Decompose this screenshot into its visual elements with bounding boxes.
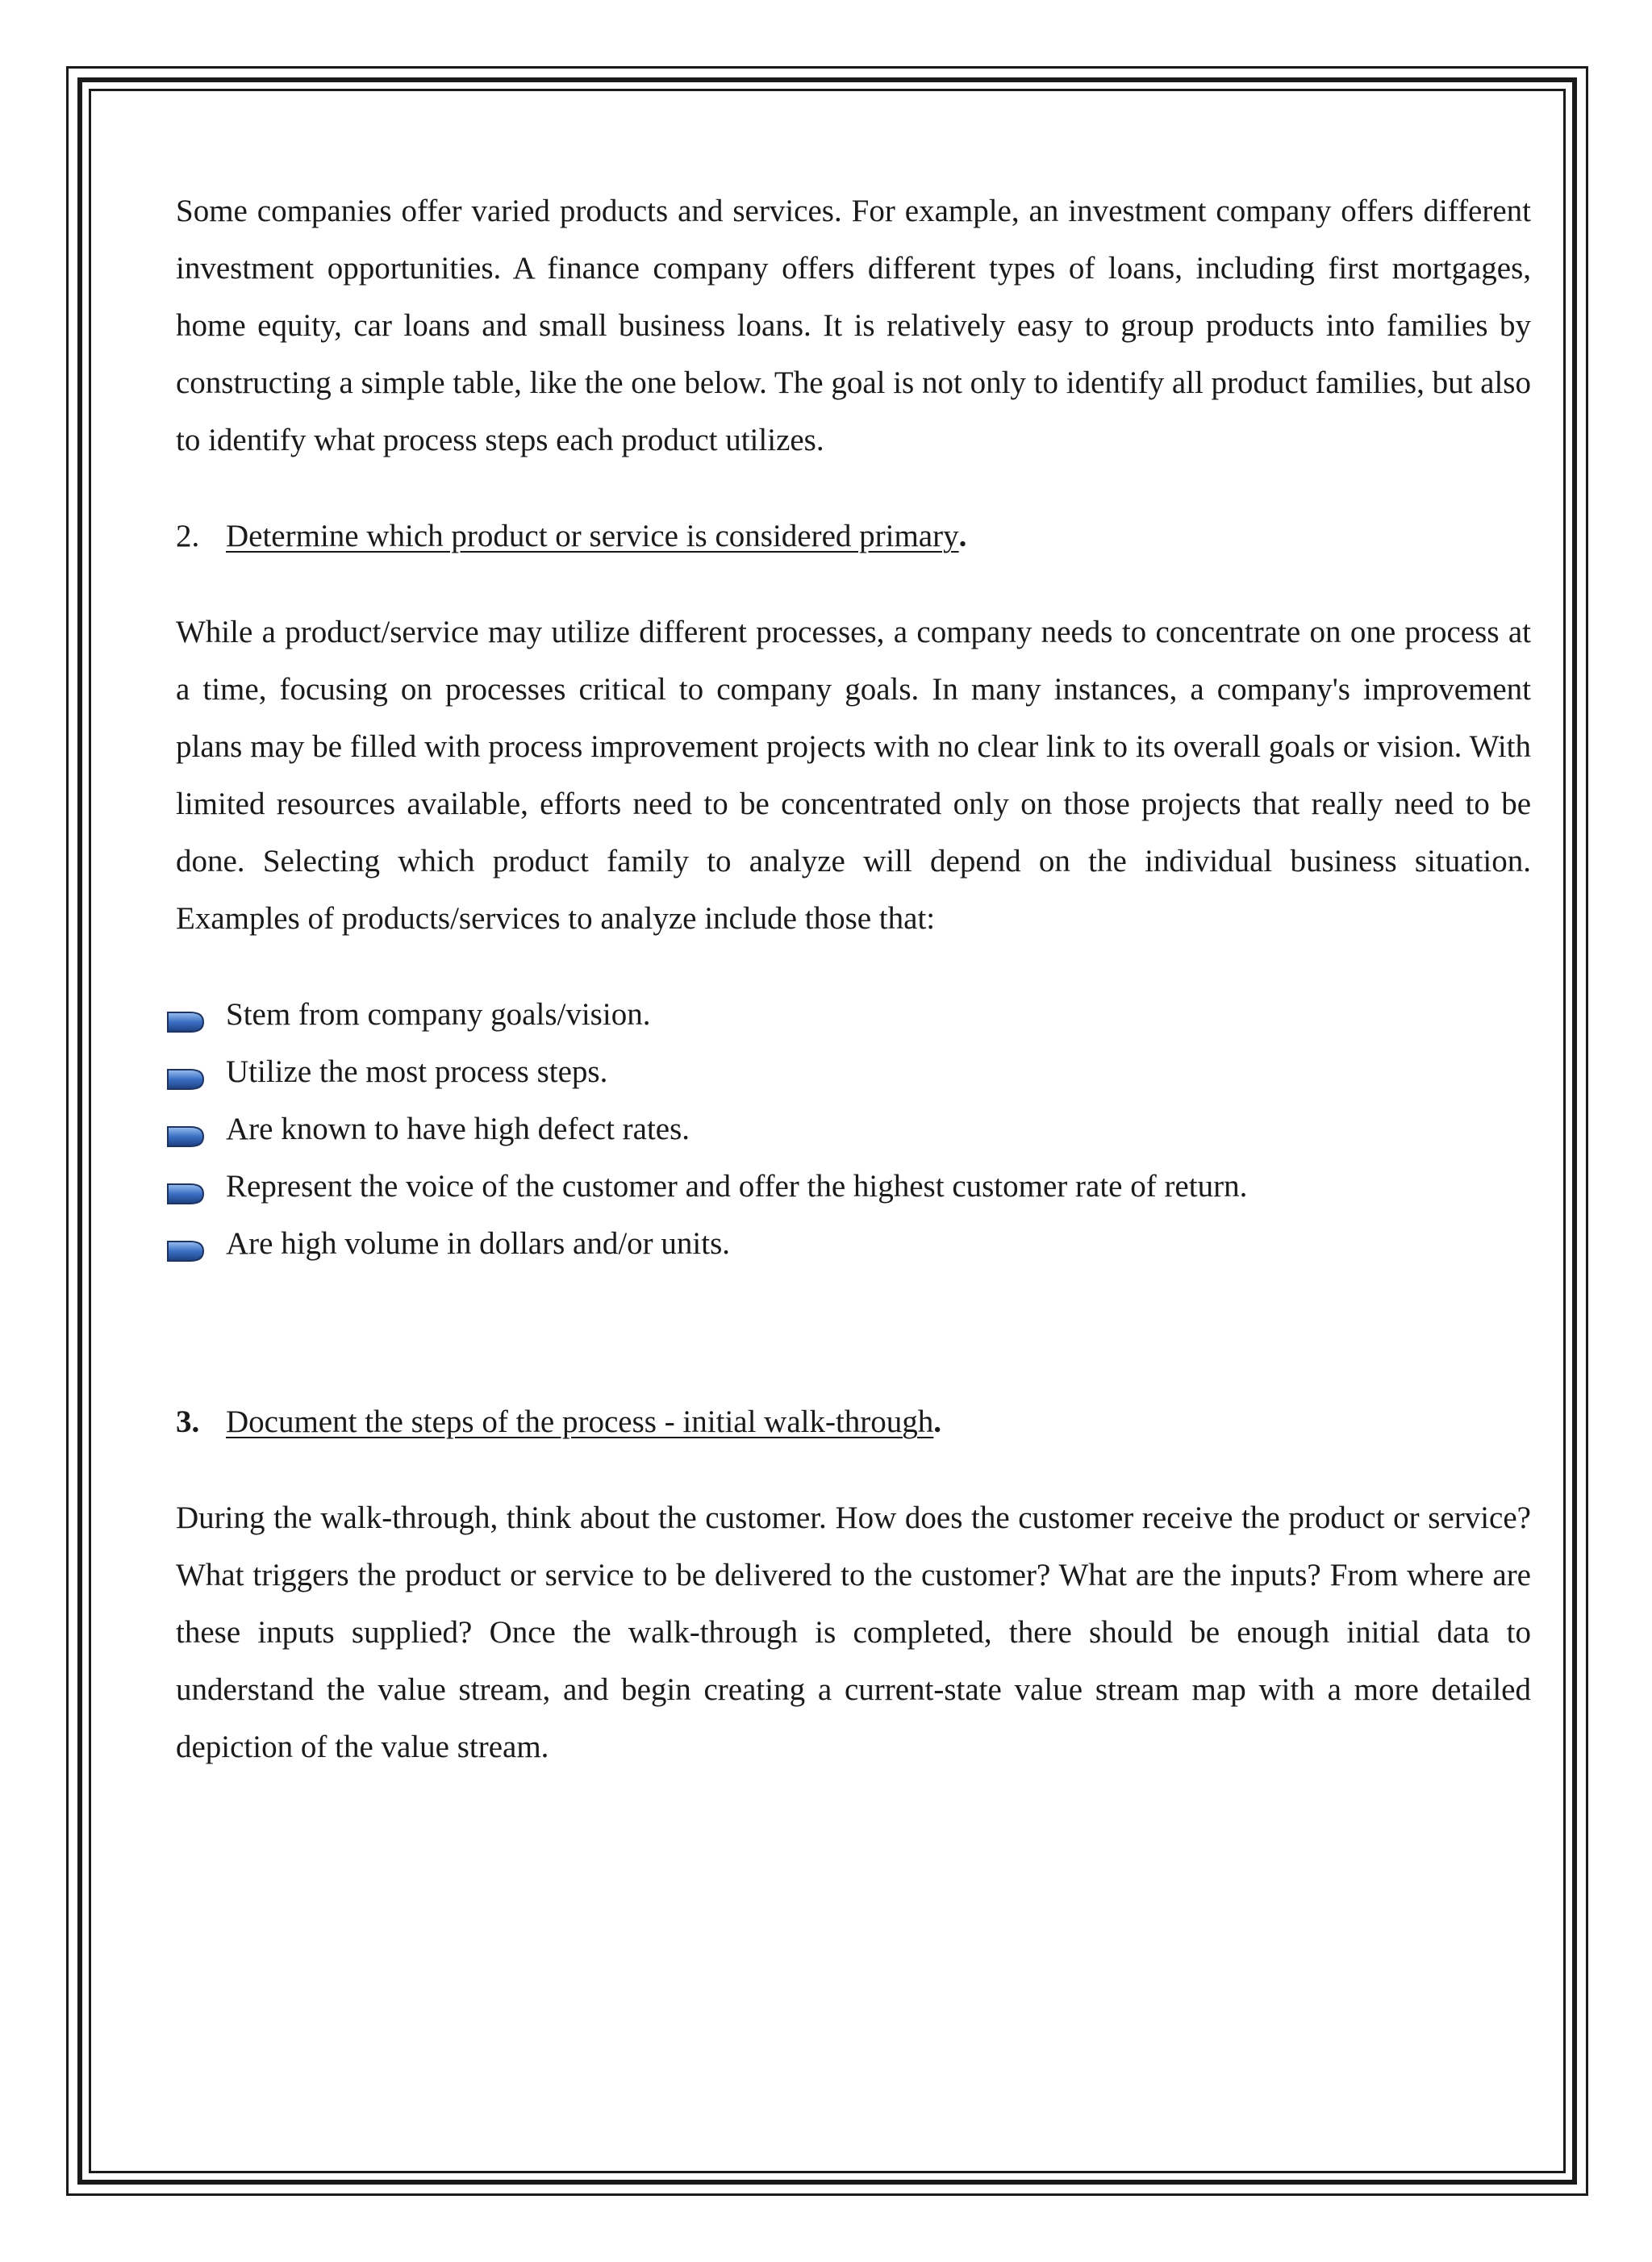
section-2-paragraph: While a product/service may utilize different processes, a company needs to concentrate on one process at a time, focusing on processes critical to company goals. In many instances, a company's improvement plans may be filled with process improvement projects with no clear link to its overall goals or vision. With limited resources available, efforts need to be concentrated only on those projects that really need to be done. Selecting which product family to analyze will depend on the individual business situation. Examples of products/services to analyze include those that: [176, 615, 1531, 936]
list-item [176, 1215, 1531, 1272]
section-3-heading [176, 1393, 1531, 1450]
list-item-text: Are known to have high defect rates. [226, 1112, 690, 1146]
blue-tab-bullet-icon [166, 1067, 205, 1091]
blue-tab-bullet-icon [166, 1010, 205, 1034]
list-item-text: Stem from company goals/vision. [226, 997, 651, 1032]
list-item [176, 1100, 1531, 1158]
blue-tab-bullet-icon [166, 1125, 205, 1149]
document-body [176, 182, 1531, 1776]
list-item [176, 1043, 1531, 1100]
intro-paragraph: Some companies offer varied products and services. For example, an investment company offers different investment opportunities. A finance company offers different types of loans, including first mortgages, home equity, car loans and small business loans. It is relatively easy to group products into families by constructing a simple table, like the one below. The goal is not only to identify all product families, but also to identify what process steps each product utilizes. [176, 194, 1531, 457]
blue-tab-bullet-icon [166, 1239, 205, 1263]
list-item-text: Represent the voice of the customer and offer the highest customer rate of return. [226, 1169, 1248, 1204]
section-3-period: . [933, 1404, 942, 1439]
section-2-title: Determine which product or service is considered primary [226, 519, 959, 553]
section-2-period: . [958, 519, 967, 553]
section-2-heading [176, 507, 1531, 565]
list-item-text: Are high volume in dollars and/or units. [226, 1226, 730, 1261]
list-item [176, 986, 1531, 1043]
list-item-text: Utilize the most process steps. [226, 1054, 608, 1089]
blue-tab-bullet-icon [166, 1182, 205, 1206]
list-item [176, 1158, 1531, 1215]
section-3-number: 3. [176, 1404, 200, 1439]
section-3-paragraph: During the walk-through, think about the customer. How does the customer receive the product or service? What triggers the product or service to be delivered to the customer? What are the inputs? From where are these inputs supplied? Once the walk-through is completed, there should be enough initial data to understand the value stream, and begin creating a current-state value stream map with a more detailed depiction of the value stream. [176, 1500, 1531, 1764]
criteria-list [176, 986, 1531, 1272]
section-3-title: Document the steps of the process - initial walk-through [226, 1404, 934, 1439]
section-2-number: 2. [176, 519, 200, 553]
